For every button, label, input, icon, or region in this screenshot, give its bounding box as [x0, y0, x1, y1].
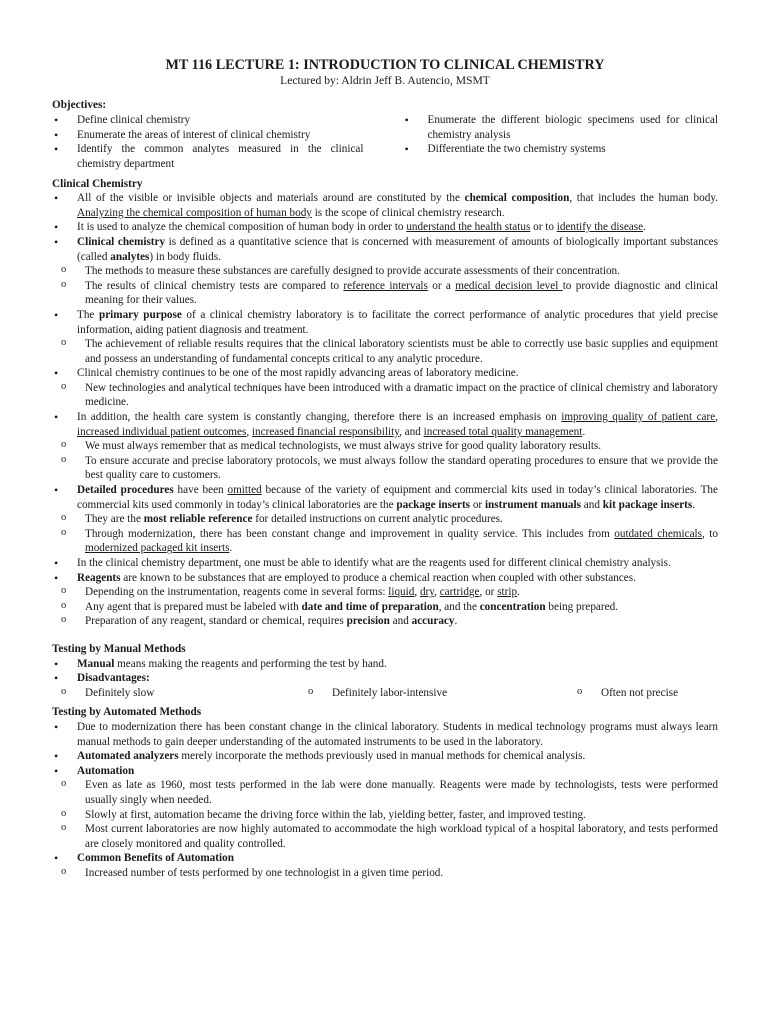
list-item: • Detailed procedures have been omitted because of the variety of equipment and commercial kits used in today’s clinical laboratories. The commercial kits used commonly in today’s clinical laboratories are the package inserts or instrument manuals and kit package inserts. — [52, 483, 718, 512]
objective-item: • Differentiate the two chemistry systems — [403, 142, 719, 157]
objective-item: • Enumerate the different biologic specimens used for clinical chemistry analysis — [403, 113, 719, 142]
objective-item: • Enumerate the areas of interest of clinical chemistry — [52, 128, 364, 143]
list-item: • Reagents are known to be substances that are employed to produce a chemical reaction when coupled with other substances. — [52, 571, 718, 586]
sub-list-item: o The results of clinical chemistry tests are compared to reference intervals or a medical decision level to provide diagnostic and clinical meaning for their values. — [52, 279, 718, 308]
list-item: • Disadvantages: — [52, 671, 718, 686]
list-item: • Clinical chemistry continues to be one of the most rapidly advancing areas of laboratory medicine. — [52, 366, 718, 381]
objectives-column-1 — [52, 113, 364, 171]
manual-methods-heading: Testing by Manual Methods — [52, 642, 186, 655]
sub-list-item: o Even as late as 1960, most tests performed in the lab were done manually. Reagents were made by technologists, tests were performed usually singly when needed. — [52, 778, 718, 807]
list-item: • The primary purpose of a clinical chemistry laboratory is to facilitate the correct performance of analytic procedures that yield precise information, aiding patient diagnosis and treatment. — [52, 308, 718, 337]
sub-list-item: o Depending on the instrumentation, reagents come in several forms: liquid, dry, cartridge, or strip. — [52, 585, 718, 600]
sub-list-item: o The achievement of reliable results requires that the clinical laboratory scientists must be able to correctly use basic supplies and equipment and possess an understanding of fundamental concepts critical to any analytic procedure. — [52, 337, 718, 366]
sub-list-item: o Slowly at first, automation became the driving force within the lab, yielding better, faster, and improved testing. — [52, 808, 718, 823]
sub-list-item: o Most current laboratories are now highly automated to accommodate the high workload typical of a hospital laboratory, and tests performed are closely monitored and quality controlled. — [52, 822, 718, 851]
clinical-chemistry-heading: Clinical Chemistry — [52, 177, 143, 190]
automated-methods-heading: Testing by Automated Methods — [52, 706, 202, 719]
disadvantage-item: o Definitely labor-intensive — [299, 686, 568, 701]
objective-item: • Identify the common analytes measured in the clinical chemistry department — [52, 142, 364, 171]
sub-list-item: o We must always remember that as medical technologists, we must always strive for good quality laboratory results. — [52, 439, 718, 454]
objective-item: • Define clinical chemistry — [52, 113, 364, 128]
list-item: • All of the visible or invisible objects and materials around are constituted by the chemical composition, that includes the human body. Analyzing the chemical composition of human body is the scope of clinical chemistry research. — [52, 191, 718, 220]
sub-list-item: o Any agent that is prepared must be labeled with date and time of preparation, and the concentration being prepared. — [52, 600, 718, 615]
clinical-chemistry-list — [52, 191, 718, 629]
sub-list-item: o Through modernization, there has been constant change and improvement in quality service. This includes from outdated chemicals, to modernized packaged kit inserts. — [52, 527, 718, 556]
list-item: • Manual means making the reagents and performing the test by hand. — [52, 657, 718, 672]
list-item: • It is used to analyze the chemical composition of human body in order to understand the health status or to identify the disease. — [52, 220, 718, 235]
page-subtitle: Lectured by: Aldrin Jeff B. Autencio, MSMT — [280, 74, 490, 87]
list-item: • Clinical chemistry is defined as a quantitative science that is concerned with measurement of amounts of biologically important substances (called analytes) in body fluids. — [52, 235, 718, 264]
list-item: • In the clinical chemistry department, one must be able to identify what are the reagents used for different clinical chemistry analysis. — [52, 556, 718, 571]
manual-methods-list — [52, 657, 718, 686]
automated-methods-list — [52, 720, 718, 881]
disadvantage-item: o Often not precise — [568, 686, 768, 701]
list-item: • In addition, the health care system is constantly changing, therefore there is an increased emphasis on improving quality of patient care, increased individual patient outcomes, increased financial responsibility, and increased total quality management. — [52, 410, 718, 439]
list-item: • Common Benefits of Automation — [52, 851, 718, 866]
list-item: • Automated analyzers merely incorporate the methods previously used in manual methods for chemical analysis. — [52, 749, 718, 764]
disadvantages-list — [52, 686, 718, 701]
list-item: • Due to modernization there has been constant change in the clinical laboratory. Students in medical technology programs must always learn manual methods to gain deeper understanding of the automated instruments to be used in the laboratory. — [52, 720, 718, 749]
sub-list-item: o To ensure accurate and precise laboratory protocols, we must always follow the standard operating procedures to ensure that we provide the best quality care to customers. — [52, 454, 718, 483]
sub-list-item: o Increased number of tests performed by one technologist in a given time period. — [52, 866, 718, 881]
sub-list-item: o They are the most reliable reference for detailed instructions on current analytic procedures. — [52, 512, 718, 527]
objectives-heading: Objectives: — [52, 98, 107, 111]
sub-list-item: o The methods to measure these substances are carefully designed to provide accurate assessments of their concentration. — [52, 264, 718, 279]
objectives-list — [52, 113, 718, 171]
sub-list-item: o Preparation of any reagent, standard or chemical, requires precision and accuracy. — [52, 614, 718, 629]
objectives-column-2 — [403, 113, 719, 171]
sub-list-item: o New technologies and analytical techniques have been introduced with a dramatic impact on the practice of clinical chemistry and laboratory medicine. — [52, 381, 718, 410]
disadvantage-item: o Definitely slow — [52, 686, 299, 701]
list-item: • Automation — [52, 764, 718, 779]
page-title: MT 116 LECTURE 1: INTRODUCTION TO CLINICAL CHEMISTRY — [165, 57, 605, 73]
